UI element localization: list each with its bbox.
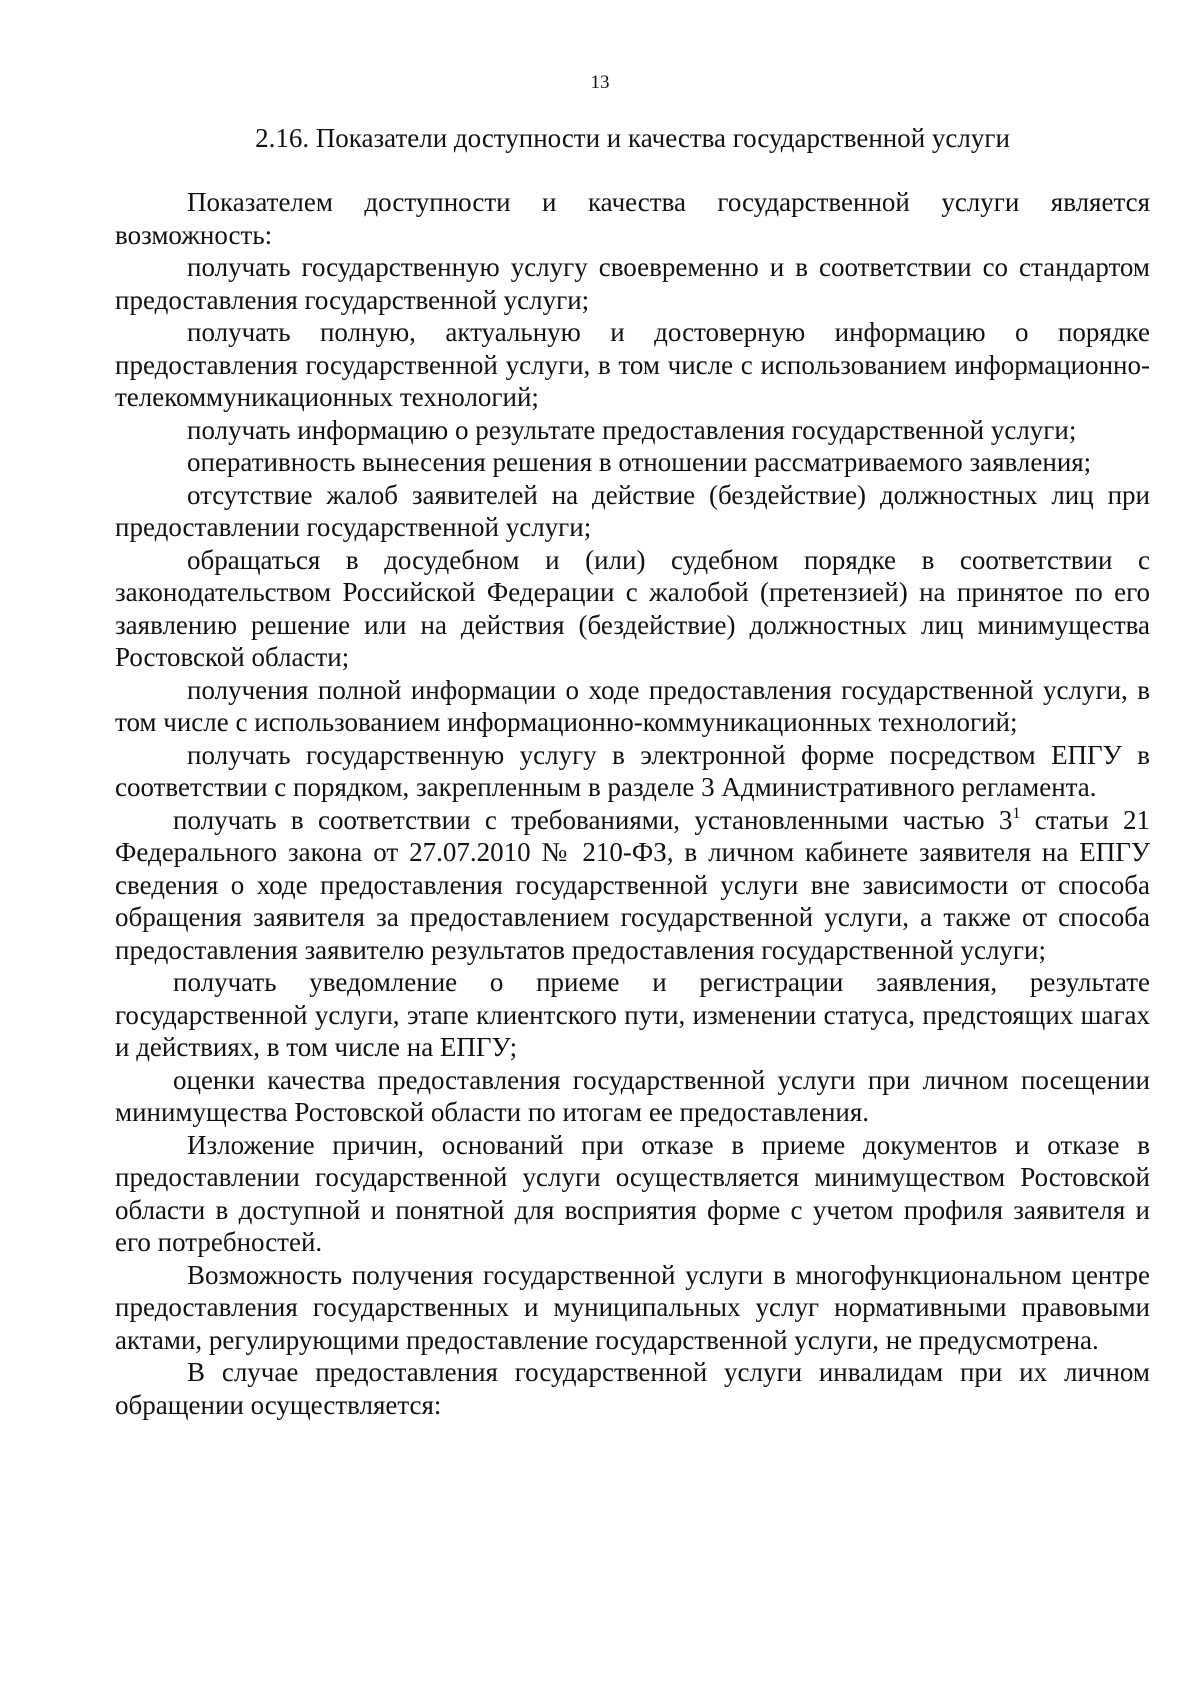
section-title: 2.16. Показатели доступности и качества государственной услуги — [255, 123, 1010, 153]
paragraph-full-information: получать полную, актуальную и достоверную информацию о порядке предоставления государственной услуги, в том числе с использованием информационно-телекоммуникационных технологий; — [115, 317, 1150, 412]
paragraph-personal-account — [115, 804, 1150, 967]
paragraph-refusal-reasons: Изложение причин, оснований при отказе в приеме документов и отказе в предоставлении государственной услуги осуществляется минимуществом Ростовской области в доступной и понятной для восприятия форме с учетом профиля заявителя и его потребностей. — [115, 1129, 1150, 1257]
paragraph-decision-speed: оперативность вынесения решения в отношении рассматриваемого заявления; — [187, 447, 1092, 477]
paragraph-disabled-persons: В случае предоставления государственной услуги инвалидам при их личном обращении осуществляется: — [115, 1357, 1150, 1420]
paragraph-result-information: получать информацию о результате предоставления государственной услуги; — [187, 414, 1077, 445]
paragraph-personal-account-before: получать в соответствии с требованиями, установленными частью 3 — [173, 804, 1013, 835]
page-number: 13 — [590, 72, 610, 93]
paragraph-mfc: Возможность получения государственной услуги в многофункциональном центре предоставления государственных и муниципальных услуг нормативными правовыми актами, регулирующими предоставление государственной услуги, не предусмотрена. — [115, 1259, 1150, 1355]
paragraph-personal-account-after: статьи 21 Федерального закона от 27.07.2010 № 210-ФЗ, в личном кабинете заявителя на ЕПГУ сведения о ходе предоставления государственной услуги вне зависимости от способа обращения заявителя за предоставлением государственной услуги, а также от способа предоставления заявителю результатов предоставления государственной услуги; — [115, 804, 1150, 965]
document-body — [115, 186, 1150, 1421]
paragraph-notifications: получать уведомление о приеме и регистрации заявления, результате государственной услуги, этапе клиентского пути, изменении статуса, предстоящих шагах и действиях, в том числе на ЕПГУ; — [115, 967, 1150, 1062]
paragraph-quality-evaluation: оценки качества предоставления государственной услуги при личном посещении минимущества Ростовской области по итогам ее предоставления. — [115, 1064, 1150, 1127]
superscript: 1 — [1012, 804, 1021, 822]
paragraph-intro: Показателем доступности и качества государственной услуги является возможность: — [115, 187, 1150, 250]
paragraph-timely-service: получать государственную услугу своевременно и в соответствии со стандартом предоставления государственной услуги; — [115, 252, 1150, 315]
paragraph-appeal: обращаться в досудебном и (или) судебном порядке в соответствии с законодательством Российской Федерации с жалобой (претензией) на принятое по его заявлению решение или на действия (бездействие) должностных лиц минимущества Ростовской области; — [115, 544, 1150, 672]
paragraph-progress-information: получения полной информации о ходе предоставления государственной услуги, в том числе с использованием информационно-коммуникационных технологий; — [115, 674, 1150, 737]
paragraph-electronic-form: получать государственную услугу в электронной форме посредством ЕПГУ в соответствии с порядком, закрепленным в разделе 3 Административного регламента. — [115, 739, 1150, 802]
paragraph-no-complaints: отсутствие жалоб заявителей на действие (бездействие) должностных лиц при предоставлении государственной услуги; — [115, 479, 1150, 542]
